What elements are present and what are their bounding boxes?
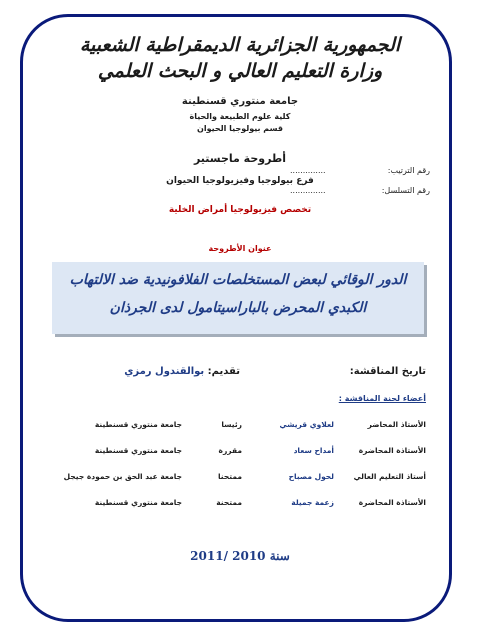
- jury-heading: أعضاء لجنة المناقشة :: [338, 394, 426, 403]
- jury-member-role: ممتحنة: [216, 498, 242, 507]
- academic-year: سنة 2010 /2011: [190, 549, 290, 563]
- order-number-label: رقم الترتيب:: [387, 166, 430, 175]
- jury-member-title: الأستاذة المحاضرة: [358, 446, 426, 455]
- jury-member-name: زعمة جميلة: [291, 498, 334, 507]
- department-name: قسم بيولوجيا الحيوان: [197, 124, 283, 133]
- thesis-type: أطروحة ماجستير: [193, 152, 287, 165]
- presented-by: [60, 366, 240, 377]
- jury-member-role: ممتحنا: [217, 472, 242, 481]
- specialty-name: تخصص فيزيولوجيا أمراض الخلية: [168, 205, 312, 215]
- jury-member-title: أستاذ التعليم العالي: [353, 472, 426, 481]
- thesis-title-line-1: الدور الوقائي لبعض المستخلصات الفلافونيدية ضد الالتهاب: [69, 272, 407, 288]
- jury-member-title: الأستاذ المحاضر: [367, 420, 426, 429]
- branch-name: فرع بيولوجيا وفيزيولوجيا الحيوان: [166, 176, 314, 186]
- faculty-name: كلية علوم الطبيعة والحياة: [189, 112, 291, 121]
- order-number-value: ..............: [290, 166, 326, 175]
- jury-row: [52, 446, 426, 464]
- discussion-date-label: تاريخ المناقشة:: [349, 366, 426, 377]
- thesis-title-line-2: الكبدي المحرض بالباراسيتامول لدى الجرذان: [109, 300, 367, 316]
- republic-header: الجمهورية الجزائرية الديمقراطية الشعبية: [79, 34, 401, 56]
- jury-member-university: جامعة عبد الحق بن حمودة جيجل: [63, 472, 182, 481]
- jury-member-university: جامعة منتوري قسنطينة: [94, 420, 182, 429]
- thesis-title-box: [52, 262, 424, 334]
- jury-member-university: جامعة منتوري قسنطينة: [94, 446, 182, 455]
- jury-member-university: جامعة منتوري قسنطينة: [94, 498, 182, 507]
- jury-member-name: أمداح سعاد: [293, 446, 334, 455]
- ministry-header: وزارة التعليم العالي و البحث العلمي: [97, 60, 383, 82]
- thesis-title-label: عنوان الأطروحة: [208, 244, 272, 253]
- presenter-name: بوالقندول رمزي: [124, 366, 205, 377]
- serial-number-label: رقم التسلسل:: [381, 186, 430, 195]
- jury-member-role: مقررة: [218, 446, 242, 455]
- jury-member-role: رئيسا: [221, 420, 242, 429]
- jury-member-title: الأستاذة المحاضرة: [358, 498, 426, 507]
- jury-member-name: لحول مصباح: [288, 472, 334, 481]
- university-name: جامعة منتوري قسنطينة: [181, 96, 299, 107]
- presented-by-label: تقديم:: [207, 366, 240, 377]
- serial-number-value: ..............: [290, 186, 326, 195]
- jury-row: [52, 472, 426, 490]
- jury-row: [52, 420, 426, 438]
- jury-row: [52, 498, 426, 516]
- jury-member-name: لعلاوي قريشي: [279, 420, 334, 429]
